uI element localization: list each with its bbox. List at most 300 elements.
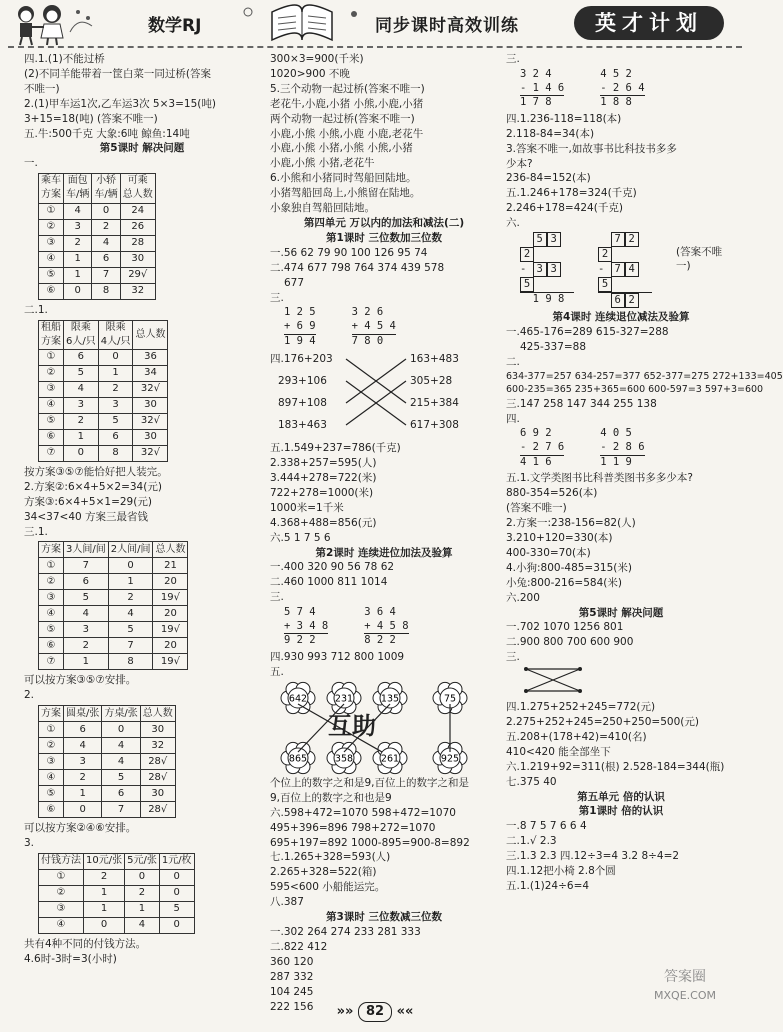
table-cell: 2: [64, 638, 109, 654]
answer-line: 六.: [506, 217, 520, 230]
table-cell: ②: [39, 574, 64, 590]
flower-number: 925: [440, 753, 460, 765]
digit-box: 5: [520, 277, 534, 292]
answer-line: 3+15=18(吨) (答案不唯一): [24, 112, 158, 125]
vertical-calc: [520, 427, 564, 469]
table-cell: 30: [120, 251, 155, 267]
table-cell: ⑤: [39, 267, 64, 283]
calc-line: 1 8 8: [600, 96, 632, 109]
answer-line: 34<37<40 方案三最省钱: [24, 510, 149, 523]
table-row: [39, 886, 195, 902]
table-cell: 6: [64, 349, 99, 365]
table-cell: 32√: [133, 413, 168, 429]
table-header-cell: 10元/张: [84, 854, 125, 870]
table-header-cell: 可乘 总人数: [120, 174, 155, 203]
table-cell: ⑦: [39, 445, 64, 461]
answer-line: 一.: [24, 157, 38, 170]
calc-line: 1 2 5: [284, 306, 316, 319]
table-cell: 4: [102, 754, 140, 770]
flower-number-diagram: [270, 682, 494, 774]
table-cell: 8: [92, 283, 120, 299]
table-cell: 1: [108, 574, 153, 590]
answer-line: 不唯一): [24, 82, 60, 95]
table-cell: 4: [102, 738, 140, 754]
digit: 9: [545, 293, 552, 306]
flower-number: 75: [443, 693, 457, 705]
answer-column-3: [506, 52, 783, 894]
table-cell: 0: [98, 349, 133, 365]
table-row: [39, 349, 168, 365]
table-cell: 2: [64, 770, 102, 786]
table-cell: 0: [125, 870, 160, 886]
table-cell: 6: [92, 251, 120, 267]
answer-line: 四.1.236-118=118(本): [506, 112, 622, 125]
vertical-calc: [520, 68, 564, 110]
matching-diagram: [270, 350, 494, 436]
answer-line: 2.338+257=595(人): [270, 457, 377, 470]
plan-table: [38, 705, 176, 818]
flower-number-icon: [281, 742, 315, 773]
answer-line: 三.: [506, 651, 520, 664]
table-cell: 1: [98, 365, 133, 381]
answer-line: 六.1.219+92=311(根) 2.528-184=344(瓶): [506, 760, 725, 773]
table-cell: ④: [39, 251, 64, 267]
digit-box: 7: [611, 262, 625, 277]
flower-number: 261: [380, 753, 400, 765]
table-row: [39, 606, 188, 622]
lesson-heading: 第5课时 解决问题: [578, 606, 664, 619]
calc-line: 1 1 9: [600, 455, 632, 468]
vertical-calc: [364, 606, 408, 648]
answer-line: 3.444+278=722(米): [270, 472, 377, 485]
calc-line: + 4 5 4: [352, 320, 396, 335]
table-row: [39, 203, 156, 219]
answer-line: 695+197=892 1000-895=900-8=892: [270, 836, 470, 849]
vertical-calc: [352, 306, 396, 348]
table-cell: ③: [39, 590, 64, 606]
answer-line: 四.1.(1)不能过桥: [24, 53, 105, 65]
plan-table: [38, 853, 195, 934]
table-cell: 7: [102, 802, 140, 818]
answer-line: 四.: [506, 412, 520, 425]
table-row: [39, 902, 195, 918]
vertical-calc: [600, 68, 644, 110]
answer-line: 五.1.文学类图书比科普类图书多多少本?: [506, 472, 693, 485]
table-cell: ③: [39, 381, 64, 397]
table-header-cell: 总人数: [133, 320, 168, 349]
table-cell: ①: [39, 203, 64, 219]
answer-line: 七.1.265+328=593(人): [270, 851, 391, 864]
table-cell: ④: [39, 606, 64, 622]
flower-number-icon: [373, 742, 407, 773]
answer-line: 五.1.(1)24÷6=4: [506, 879, 590, 892]
table-cell: 5: [98, 413, 133, 429]
table-cell: 0: [159, 886, 194, 902]
answer-line: 少本?: [506, 157, 533, 170]
calc-line: 3 2 6: [351, 306, 384, 319]
table-cell: 19√: [153, 622, 188, 638]
digit-box: 4: [625, 262, 639, 277]
lesson-heading: 第4课时 连续退位减法及验算: [552, 311, 690, 324]
answer-line: 104 245: [270, 985, 314, 998]
unit-heading: 第四单元 万以内的加法和减法(二): [303, 216, 465, 229]
table-cell: 5: [64, 590, 109, 606]
table-cell: 0: [92, 203, 120, 219]
table-cell: 4: [64, 381, 99, 397]
table-row: [39, 574, 188, 590]
table-cell: 30: [133, 397, 168, 413]
answer-line: 二.900 800 700 600 900: [506, 636, 634, 649]
table-cell: 21: [153, 558, 188, 574]
table-cell: 7: [64, 558, 109, 574]
table-header-row: [39, 174, 156, 203]
header-divider: [8, 46, 742, 48]
answer-line: 四.930 993 712 800 1009: [270, 651, 405, 664]
answer-line: 三.: [506, 53, 520, 65]
answer-line: 一.400 320 90 56 78 62: [270, 561, 395, 574]
table-cell: ②: [39, 886, 84, 902]
table-cell: 19√: [153, 654, 188, 670]
lesson-heading: 第2课时 连续进位加法及验算: [315, 546, 453, 559]
calc-line: 4 1 6: [520, 455, 552, 468]
table-cell: 1: [64, 267, 92, 283]
table-row: [39, 786, 176, 802]
answer-line: 五.: [270, 666, 284, 679]
answer-line: 一.465-176=289 615-327=288: [506, 325, 669, 338]
answer-line: 五.208+(178+42)=410(名): [506, 730, 647, 743]
children-illustration-icon: [8, 2, 100, 46]
table-row: [39, 381, 168, 397]
table-header-cell: 限乘 4人/只: [98, 320, 133, 349]
table-cell: 5: [64, 365, 99, 381]
vertical-calculations: [270, 605, 498, 650]
table-cell: ⑤: [39, 622, 64, 638]
stamp-text: 互助: [328, 710, 376, 740]
answer-line: 236-84=152(本): [506, 172, 591, 185]
table-cell: 3: [98, 397, 133, 413]
answer-line: 722+278=1000(米): [270, 486, 374, 499]
table-row: [39, 638, 188, 654]
table-header-cell: 付钱方法: [39, 854, 84, 870]
table-cell: 2: [84, 870, 125, 886]
table-row: [39, 590, 188, 606]
open-book-icon: [232, 2, 372, 46]
digit-box-puzzle: 5 32 - 3 35 1 9 8: [520, 232, 574, 307]
table-header-cell: 方案: [39, 706, 64, 722]
table-row: [39, 429, 168, 445]
digit-box: 2: [625, 293, 639, 308]
table-cell: 32: [140, 738, 175, 754]
table-header-row: [39, 320, 168, 349]
calc-line: 7 8 0: [351, 334, 384, 347]
table-cell: ⑥: [39, 638, 64, 654]
vertical-calc: [600, 427, 644, 469]
table-cell: 1: [64, 429, 99, 445]
answer-line: 一.702 1070 1256 801: [506, 621, 624, 634]
table-cell: ③: [39, 902, 84, 918]
table-cell: 4: [125, 918, 160, 934]
answer-line: 五.1.549+237=786(千克): [270, 442, 401, 455]
digit-box: 2: [598, 247, 612, 262]
table-row: [39, 397, 168, 413]
table-cell: 4: [92, 235, 120, 251]
table-cell: ③: [39, 754, 64, 770]
answer-line: 3.210+120=330(本): [506, 532, 613, 545]
table-header-cell: 租船 方案: [39, 320, 64, 349]
table-cell: 6: [64, 722, 102, 738]
answer-line: 2.265+328=522(箱): [270, 866, 377, 879]
table-cell: 6: [102, 786, 140, 802]
answer-line: 300×3=900(千米): [270, 53, 364, 65]
table-cell: 24: [120, 203, 155, 219]
table-cell: 0: [108, 558, 153, 574]
page-number: 82: [358, 1002, 392, 1022]
cross-matching-diagram: [520, 665, 640, 695]
digit-box: 5: [533, 232, 547, 247]
answer-line: 2.方案一:238-156=82(人): [506, 517, 636, 530]
answer-line: 八.387: [270, 896, 304, 909]
table-cell: 28: [120, 235, 155, 251]
answer-note: (答案不唯一): [676, 246, 723, 272]
table-cell: 4: [64, 738, 102, 754]
table-header-cell: 总人数: [140, 706, 175, 722]
answer-line: 三.1.3 2.3 四.12÷3=4 3.2 8÷4=2: [506, 850, 680, 863]
answer-line: 360 120: [270, 955, 314, 968]
answer-line: 四.1.12把小椅 2.8个圆: [506, 865, 616, 878]
table-cell: 1: [64, 654, 109, 670]
answer-line: 二.474 677 798 764 374 439 578: [270, 261, 445, 274]
answer-line: 两个动物一起过桥(答案不唯一): [270, 112, 415, 125]
calc-line: 1 9 4: [284, 334, 316, 347]
table-row: [39, 770, 176, 786]
digit-box: 6: [611, 293, 625, 308]
lesson-heading: 第1课时 三位数加三位数: [326, 231, 442, 244]
table-cell: 26: [120, 219, 155, 235]
table-cell: ①: [39, 558, 64, 574]
table-cell: 3: [64, 622, 109, 638]
table-header-cell: 5元/张: [125, 854, 160, 870]
table-cell: ⑥: [39, 802, 64, 818]
table-cell: 0: [64, 283, 92, 299]
table-header-cell: 面包 车/辆: [64, 174, 92, 203]
vertical-calculations: [506, 67, 736, 112]
table-row: [39, 283, 156, 299]
answer-line: 二.: [506, 355, 520, 368]
table-row: [39, 413, 168, 429]
table-cell: 5: [108, 622, 153, 638]
table-cell: ②: [39, 219, 64, 235]
table-header-cell: 方案: [39, 542, 64, 558]
table-cell: 8: [98, 445, 133, 461]
answer-line: (答案不唯一): [506, 502, 567, 515]
table-cell: ④: [39, 918, 84, 934]
answer-line: 三.: [270, 591, 284, 604]
table-cell: 2: [64, 235, 92, 251]
answer-line: 五.牛:500千克 大象:6吨 鲸鱼:14吨: [24, 127, 190, 140]
answer-line: 400-330=70(本): [506, 546, 591, 559]
calc-line: 4 0 5: [600, 427, 632, 440]
digit: 8: [557, 293, 565, 306]
calc-line: 1 7 8: [520, 96, 552, 109]
table-header-row: [39, 706, 176, 722]
table-row: [39, 738, 176, 754]
calc-line: - 1 4 6: [520, 82, 564, 97]
digit-box: 2: [520, 247, 534, 262]
table-row: [39, 870, 195, 886]
plan-table: [38, 320, 168, 462]
topic-title: 同步课时高效训练: [375, 16, 519, 36]
table-row: [39, 219, 156, 235]
digit-box: 3: [533, 262, 547, 277]
answer-line: 2.: [24, 689, 35, 702]
plan-table: [38, 541, 188, 670]
calc-line: - 2 7 6: [520, 441, 564, 456]
flower-number: 231: [334, 693, 354, 705]
table-header-cell: 1元/枚: [159, 854, 194, 870]
watermark-url: MXQE.COM: [654, 988, 716, 1002]
answer-line: 小兔:800-216=584(米): [506, 576, 622, 589]
answer-line: 4.368+488=856(元): [270, 516, 377, 529]
table-cell: 32: [120, 283, 155, 299]
table-cell: 2: [64, 413, 99, 429]
answer-line: 222 156: [270, 1000, 314, 1013]
answer-line: 600-235=365 235+365=600 600-597=3 597+3=600: [506, 384, 764, 396]
table-cell: 32√: [133, 445, 168, 461]
table-cell: 1: [64, 786, 102, 802]
answer-line: 880-354=526(本): [506, 487, 598, 500]
answer-line: 共有4种不同的付钱方法。: [24, 938, 147, 951]
flower-number-icon: [327, 682, 361, 713]
match-right-item: 617+308: [410, 419, 459, 432]
digit-box: 2: [625, 232, 639, 247]
table-cell: ③: [39, 235, 64, 251]
watermark-text: 答案圈: [664, 969, 706, 985]
table-cell: ①: [39, 870, 84, 886]
table-cell: 20: [153, 574, 188, 590]
table-cell: ①: [39, 722, 64, 738]
answer-line: 5.三个动物一起过桥(答案不唯一): [270, 82, 425, 95]
table-cell: 0: [159, 870, 194, 886]
table-cell: 20: [153, 606, 188, 622]
flower-number-icon: [327, 742, 361, 773]
subject-label: 数学RJ: [148, 16, 202, 36]
flower-number-icon: [373, 682, 407, 713]
answer-line: 小猪驾船回岛上,小熊留在陆地。: [270, 187, 421, 200]
answer-column-2: [270, 52, 498, 1014]
answer-line: 按方案③⑤⑦能恰好把人装完。: [24, 465, 168, 478]
table-row: [39, 722, 176, 738]
match-left-item: 183+463: [278, 419, 327, 432]
table-cell: 0: [159, 918, 194, 934]
table-cell: 8: [108, 654, 153, 670]
table-cell: ④: [39, 770, 64, 786]
answer-line: 二.1.√ 2.3: [506, 835, 557, 848]
plan-table: [38, 173, 156, 299]
table-cell: 1: [84, 886, 125, 902]
table-cell: 30: [140, 786, 175, 802]
table-cell: 7: [108, 638, 153, 654]
answer-line: 三.: [270, 291, 284, 304]
answer-line: 677: [284, 276, 305, 289]
answer-line: 410<420 能全部坐下: [506, 745, 611, 758]
lesson-heading: 第5课时 解决问题: [99, 142, 185, 155]
table-cell: 28√: [140, 770, 175, 786]
answer-line: (2)不同羊能带着一筐白菜一同过桥(答案: [24, 67, 211, 80]
right-chevrons-icon: ««: [396, 1004, 414, 1019]
table-header-cell: 方桌/张: [102, 706, 140, 722]
table-cell: 1: [64, 251, 92, 267]
table-row: [39, 445, 168, 461]
answer-line: 634-377=257 634-257=377 652-377=275 272+133=405: [506, 370, 783, 382]
digit-box: 7: [611, 232, 625, 247]
table-cell: 5: [102, 770, 140, 786]
answer-line: 3.: [24, 837, 35, 850]
answer-line: 9,百位上的数字之和也是9: [270, 791, 392, 804]
table-cell: 29√: [120, 267, 155, 283]
digit-box: 5: [598, 277, 612, 292]
match-right-item: 305+28: [410, 375, 453, 388]
table-cell: 2: [125, 886, 160, 902]
answer-line: 2.246+178=424(千克): [506, 202, 623, 215]
table-cell: 30: [133, 429, 168, 445]
answer-line: 425-337=88: [520, 340, 587, 353]
answer-line: 六.598+472=1070 598+472=1070: [270, 806, 456, 819]
answer-line: 六.5 1 7 5 6: [270, 531, 331, 544]
table-cell: 6: [98, 429, 133, 445]
answer-line: 2.118-84=34(本): [506, 127, 595, 140]
answer-line: 2.方案②:6×4+5×2=34(元): [24, 480, 162, 493]
answer-line: 可以按方案③⑤⑦安排。: [24, 674, 137, 687]
table-cell: 1: [125, 902, 160, 918]
answer-line: 三.1.: [24, 525, 48, 538]
answer-line: 3.答案不唯一,如故事书比科技书多多: [506, 142, 677, 155]
vertical-calc: [284, 606, 328, 648]
answer-line: 4.小狗:800-485=315(米): [506, 561, 632, 574]
table-header-cell: 圆桌/张: [64, 706, 102, 722]
table-cell: 0: [64, 802, 102, 818]
left-chevrons-icon: »»: [336, 1004, 354, 1019]
match-left-item: 897+108: [278, 397, 327, 410]
table-cell: 34: [133, 365, 168, 381]
table-cell: 5: [159, 902, 194, 918]
vertical-calculations: [270, 305, 498, 350]
table-cell: 1: [84, 902, 125, 918]
table-header-cell: 总人数: [153, 542, 188, 558]
table-cell: ⑤: [39, 786, 64, 802]
answer-line: 287 332: [270, 970, 314, 983]
calc-line: 8 2 2: [364, 634, 396, 647]
answer-line: 方案③:6×4+5×1=29(元): [24, 495, 152, 508]
table-cell: 20: [153, 638, 188, 654]
answer-line: 个位上的数字之和是9,百位上的数字之和是: [270, 776, 470, 789]
table-row: [39, 558, 188, 574]
lesson-heading: 第3课时 三位数减三位数: [326, 911, 442, 924]
calc-line: - 2 8 6: [600, 441, 644, 456]
table-cell: 0: [84, 918, 125, 934]
table-cell: 3: [64, 397, 99, 413]
table-header-row: [39, 854, 195, 870]
answer-line: 1000米=1千米: [270, 501, 344, 514]
table-cell: 2: [92, 219, 120, 235]
table-cell: 0: [64, 445, 99, 461]
table-row: [39, 251, 156, 267]
match-left-item: 293+106: [278, 375, 327, 388]
table-cell: ⑤: [39, 413, 64, 429]
table-header-cell: 乘车 方案: [39, 174, 64, 203]
answer-line: 七.375 40: [506, 775, 557, 788]
answer-line: 四.1.275+252+245=772(元): [506, 701, 656, 714]
digit-box: 3: [547, 232, 561, 247]
